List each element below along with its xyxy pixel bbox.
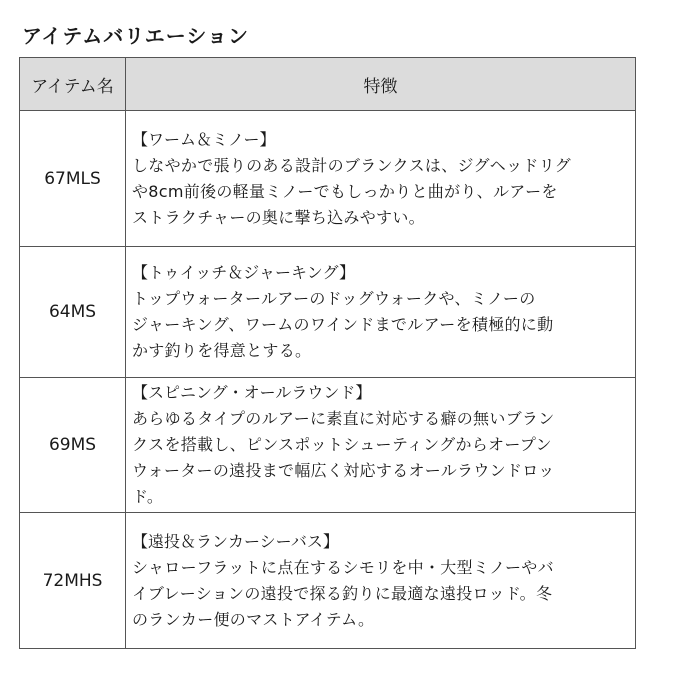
feature-heading: 【スピニング・オールラウンド】: [132, 383, 372, 402]
item-variation-table: [19, 57, 636, 649]
feature-text-line: のランカー便のマストアイテム。: [132, 609, 375, 629]
item-description: [126, 378, 636, 513]
item-model: 64MS: [20, 247, 126, 378]
item-model: 72MHS: [20, 513, 126, 649]
feature-heading: 【トゥイッチ＆ジャーキング】: [132, 263, 355, 282]
feature-text-line: シャローフラットに点在するシモリを中・大型ミノーやバ: [132, 557, 554, 577]
feature-text-line: や8cm前後の軽量ミノーでもしっかりと曲がり、ルアーを: [132, 181, 558, 201]
section-title: アイテムバリエーション: [22, 24, 249, 48]
item-description: [126, 247, 636, 378]
feature-text-line: ストラクチャーの奥に撃ち込みやすい。: [132, 207, 425, 227]
feature-heading: 【ワーム＆ミノー】: [132, 129, 276, 149]
item-model: 67MLS: [20, 111, 126, 247]
feature-text-line: しなやかで張りのある設計のブランクスは、ジグヘッドリグ: [132, 155, 571, 175]
feature-text-line: ウォーターの遠投まで幅広く対応するオールラウンドロッ: [132, 461, 555, 480]
feature-text-line: イブレーションの遠投で探る釣りに最適な遠投ロッド。冬: [132, 583, 553, 603]
table-header-row: [20, 58, 636, 111]
feature-text-line: ド。: [132, 487, 164, 506]
feature-text-line: クスを搭載し、ピンスポットシューティングからオープン: [132, 435, 552, 454]
table-row: [20, 111, 636, 247]
table-row: [20, 247, 636, 378]
feature-text-line: トップウォータールアーのドッグウォークや、ミノーの: [132, 289, 536, 308]
item-description: [126, 513, 636, 649]
column-header-item-name: アイテム名: [20, 58, 126, 111]
feature-text-line: あらゆるタイプのルアーに素直に対応する癖の無いブラン: [132, 409, 555, 428]
table-row: [20, 378, 636, 513]
feature-text-line: ジャーキング、ワームのワインドまでルアーを積極的に動: [132, 315, 554, 334]
feature-text-line: かす釣りを得意とする。: [132, 341, 312, 360]
item-description: [126, 111, 636, 247]
item-model: 69MS: [20, 378, 126, 513]
feature-heading: 【遠投＆ランカーシーバス】: [132, 531, 339, 551]
table-row: [20, 513, 636, 649]
column-header-features: 特徴: [126, 58, 636, 111]
